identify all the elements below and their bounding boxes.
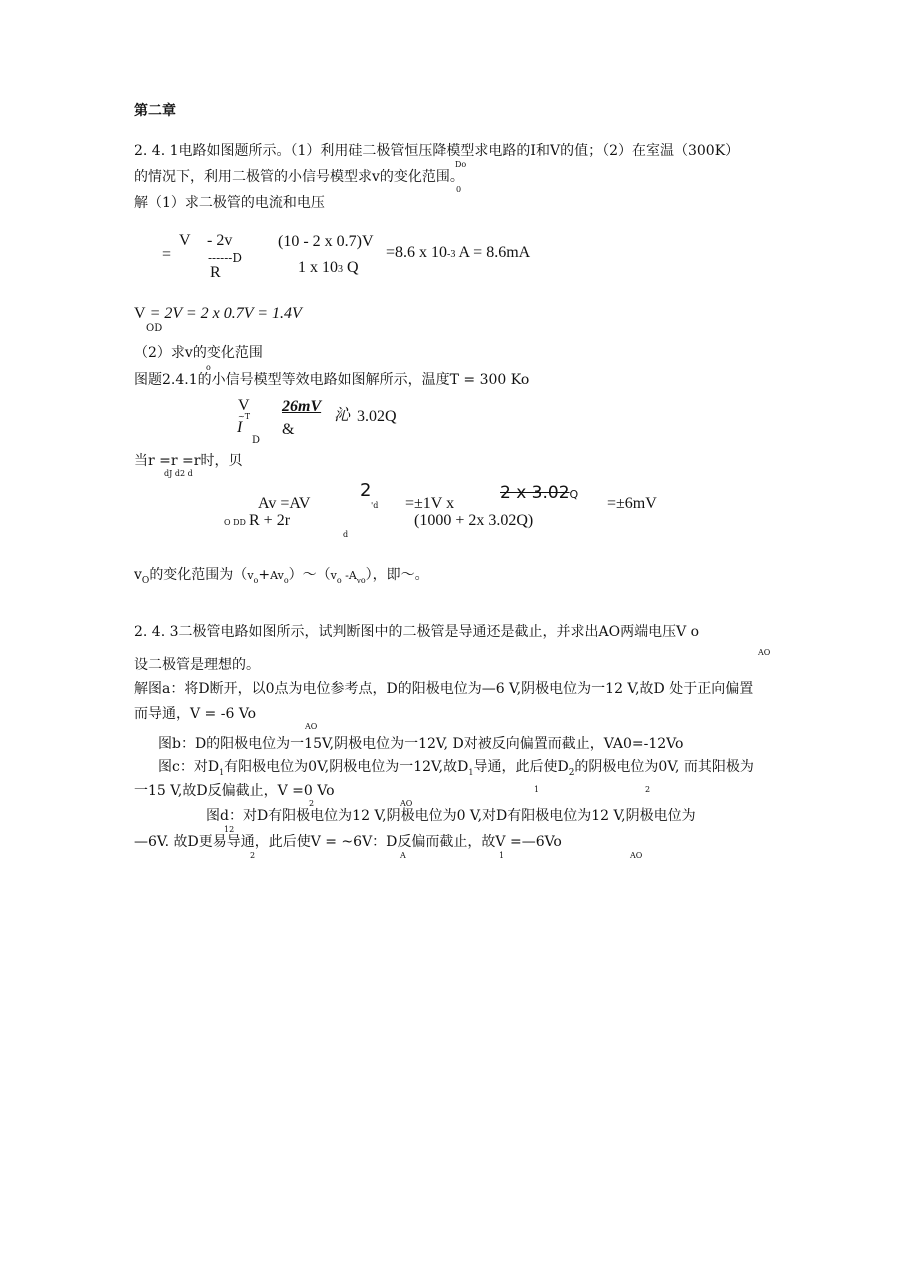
- eq1-num-2v: - 2v: [207, 232, 233, 249]
- eq3-approx: 沁: [334, 407, 351, 424]
- p243-d1: 图d：对D有阳极电位为12 V,阴极电位为0 V,对D有阳极电位为12 V,阴极电位为: [206, 808, 696, 824]
- eq4-lhs-den: R + 2r: [249, 512, 291, 529]
- p243-line1: 2. 4. 3二极管电路如图所示，试判断图中的二极管是导通还是截止，并求出AO两端电压V o: [134, 624, 700, 640]
- p243-d2: —6V. 故D更易导通，此后使V = ~6V：D反偏而截止，故V =—6Vo: [134, 834, 562, 850]
- p241-line1: 2. 4. 1电路如图题所示。（1）利用硅二极管恒压降模型求电路的I和V的值；（2）在室温（300K）: [134, 143, 740, 159]
- dang-sub: dJ d2 d: [164, 469, 193, 478]
- eq1-result: =8.6 x 10-3 A = 8.6mA: [386, 244, 531, 261]
- p243-c5-s2: 2: [645, 785, 651, 794]
- chapter-title: 第二章: [134, 103, 176, 119]
- eq4-mid: =±1V x: [405, 495, 455, 512]
- eq1-den-r: R: [210, 264, 221, 281]
- part2-desc: 图题2.4.1的小信号模型等效电路如图解所示，温度T = 300 Ko: [134, 372, 530, 388]
- range-line: $v_O$的变化范围为$(v_o+Av_o)\sim(v_o$ $-A_{vo}$），即～。: [134, 567, 429, 586]
- eq3-value: 3.02Q: [357, 408, 397, 425]
- p241-line2: 的情况下，利用二极管的小信号模型求v的变化范围。: [134, 169, 464, 185]
- eq3-num: 26mV: [282, 398, 322, 415]
- eq2-sub: OD: [146, 323, 163, 334]
- p241-sub-do: Do: [455, 160, 467, 169]
- p241-sub-o1: 0: [456, 185, 462, 194]
- eq4-num: 2 x 3.02Q: [500, 483, 579, 503]
- p243-d2-s1: 1: [499, 851, 505, 860]
- p243-d1-s2: 2: [309, 799, 315, 808]
- eq3-i: I: [237, 419, 243, 436]
- eq4-den: (1000 + 2x 3.02Q): [414, 512, 534, 529]
- eq1-frac-line: ------D: [208, 251, 242, 265]
- p243-d2-sa: A: [400, 851, 406, 860]
- eq3-den: &: [282, 421, 295, 438]
- eq2: V = 2V = 2 x 0.7V = 1.4V: [134, 305, 302, 322]
- eq3-sub-d: D: [252, 435, 261, 446]
- p243-line2: 设二极管是理想的。: [134, 657, 260, 673]
- p243-a2: 而导通，V = -6 Vo: [134, 706, 257, 722]
- p241-line3: 解（1）求二极管的电流和电压: [134, 195, 325, 211]
- p243-c-line: 图c：对$D_1$有阳极电位为0V,阴极电位为一12V,故$D_1$导通，此后使$D_2$的阴极电位为0V, 而其阳极为: [158, 759, 754, 778]
- dang-line: 当r =r =r时，贝: [134, 453, 243, 469]
- part2-sup: o: [206, 363, 211, 372]
- eq4-lhs: Av =AV: [258, 495, 311, 512]
- eq4-two-sub: 'd: [371, 501, 379, 510]
- p243-a1: 解图a：将D断开，以0点为电位参考点，D的阳极电位为—6 V,阴极电位为一12 V,故D 处于正向偏置: [134, 681, 754, 697]
- eq1-equals: =: [162, 246, 172, 263]
- eq4-lhs-den-sub: d: [343, 530, 349, 539]
- p243-c5-s1: 1: [534, 785, 540, 794]
- p243-d1-sao: AO: [400, 799, 413, 808]
- p243-d2-s2: 2: [250, 851, 256, 860]
- eq3-v: V: [238, 397, 250, 414]
- eq1-mid-num: (10 - 2 x 0.7)V: [278, 233, 374, 250]
- p243-b1: 图b：D的阳极电位为一15V,阴极电位为一12V, D对被反向偏置而截止，VA0=-12Vo: [158, 736, 684, 752]
- eq4-lhs-sub: O DD: [224, 518, 246, 527]
- p243-d2-sao: AO: [630, 851, 643, 860]
- eq4-two: 2: [360, 480, 372, 501]
- part2-heading: （2）求v的变化范围: [134, 345, 263, 361]
- eq1-mid-den: 1 x 103 Q: [298, 259, 359, 276]
- p243-d1-s12: 12: [224, 825, 235, 834]
- p243-sub-ao2: AO: [305, 722, 318, 731]
- eq4-result: =±6mV: [607, 495, 657, 512]
- eq1-num-v: V: [179, 232, 191, 249]
- eq3-sup-t: ~T: [238, 412, 251, 421]
- p243-sub-ao1: AO: [758, 648, 771, 657]
- p243-c5: 一15 V,故D反偏截止，V =0 Vo: [134, 783, 335, 799]
